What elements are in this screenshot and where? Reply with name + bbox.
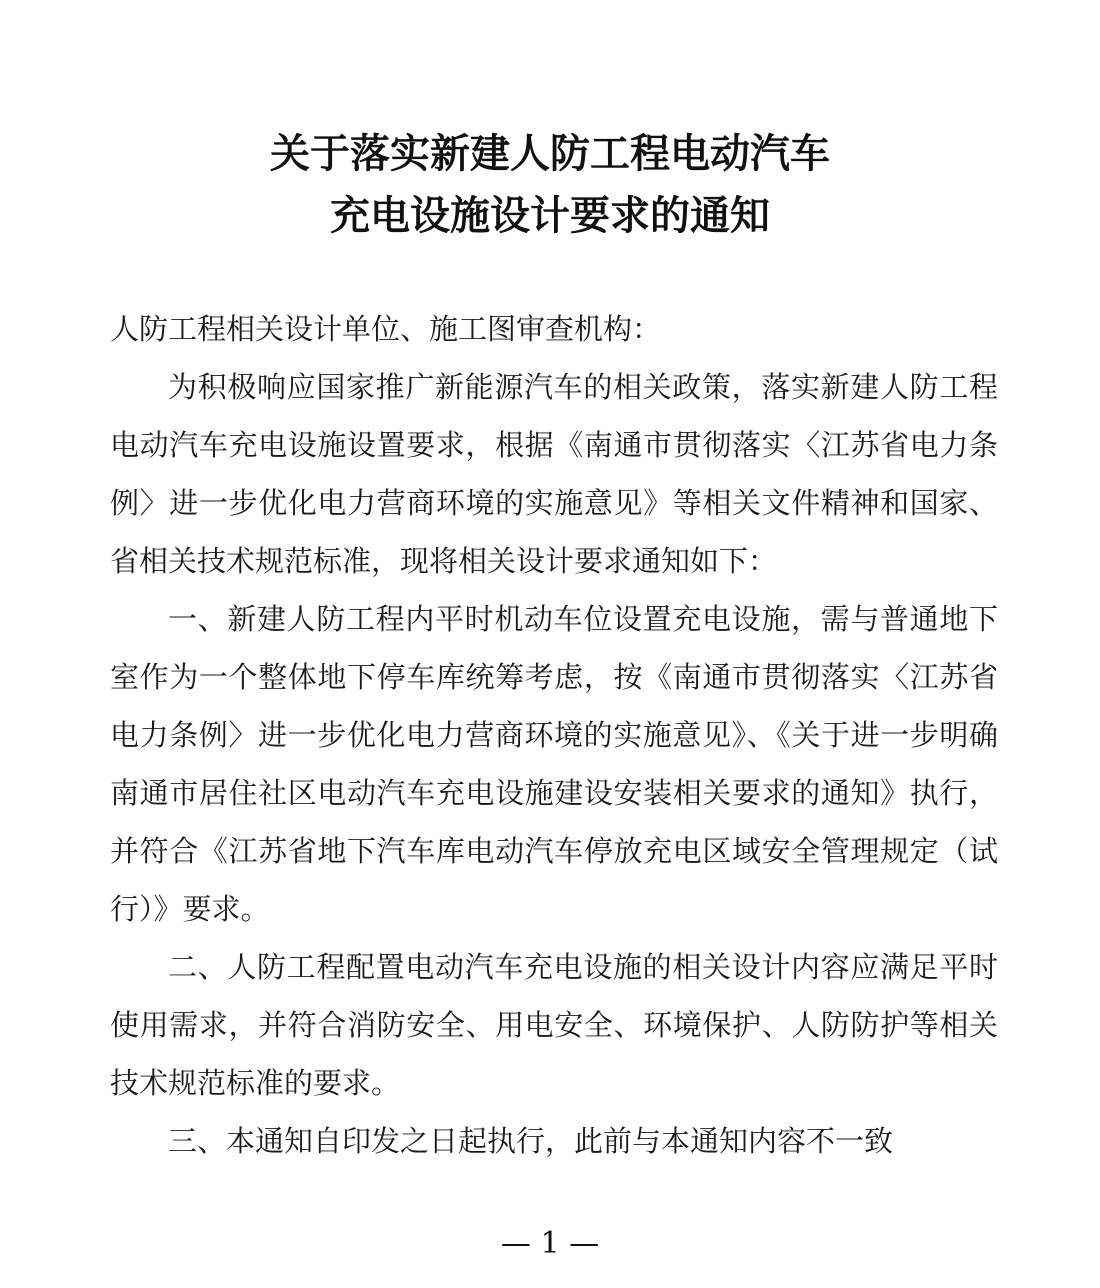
- paragraph-item-2: 二、人防工程配置电动汽车充电设施的相关设计内容应满足平时使用需求，并符合消防安全、用电安全、环境保护、人防防护等相关技术规范标准的要求。: [110, 950, 998, 1100]
- page-number: — 1 —: [500, 1226, 600, 1261]
- paragraph-item-3: 三、本通知自印发之日起执行，此前与本通知内容不一致: [168, 1124, 894, 1158]
- paragraph-item-1: 一、新建人防工程内平时机动车位设置充电设施，需与普通地下室作为一个整体地下停车库统筹考虑，按《南通市贯彻落实〈江苏省电力条例〉进一步优化电力营商环境的实施意见》、《关于进一步明确南通市居住社区电动汽车充电设施建设安装相关要求的通知》执行，并符合《江苏省地下汽车库电动汽车停放充电区域安全管理规定（试行）》要求。: [110, 602, 998, 926]
- document-title-line-2: 充电设施设计要求的通知: [330, 192, 770, 239]
- addressee: 人防工程相关设计单位、施工图审查机构：: [110, 312, 662, 346]
- paragraph-intro: 为积极响应国家推广新能源汽车的相关政策，落实新建人防工程电动汽车充电设施设置要求，根据《南通市贯彻落实〈江苏省电力条例〉进一步优化电力营商环境的实施意见》等相关文件精神和国家、省相关技术规范标准，现将相关设计要求通知如下：: [110, 370, 998, 578]
- document-title-line-1: 关于落实新建人防工程电动汽车: [270, 130, 830, 177]
- document-body: [110, 300, 998, 1170]
